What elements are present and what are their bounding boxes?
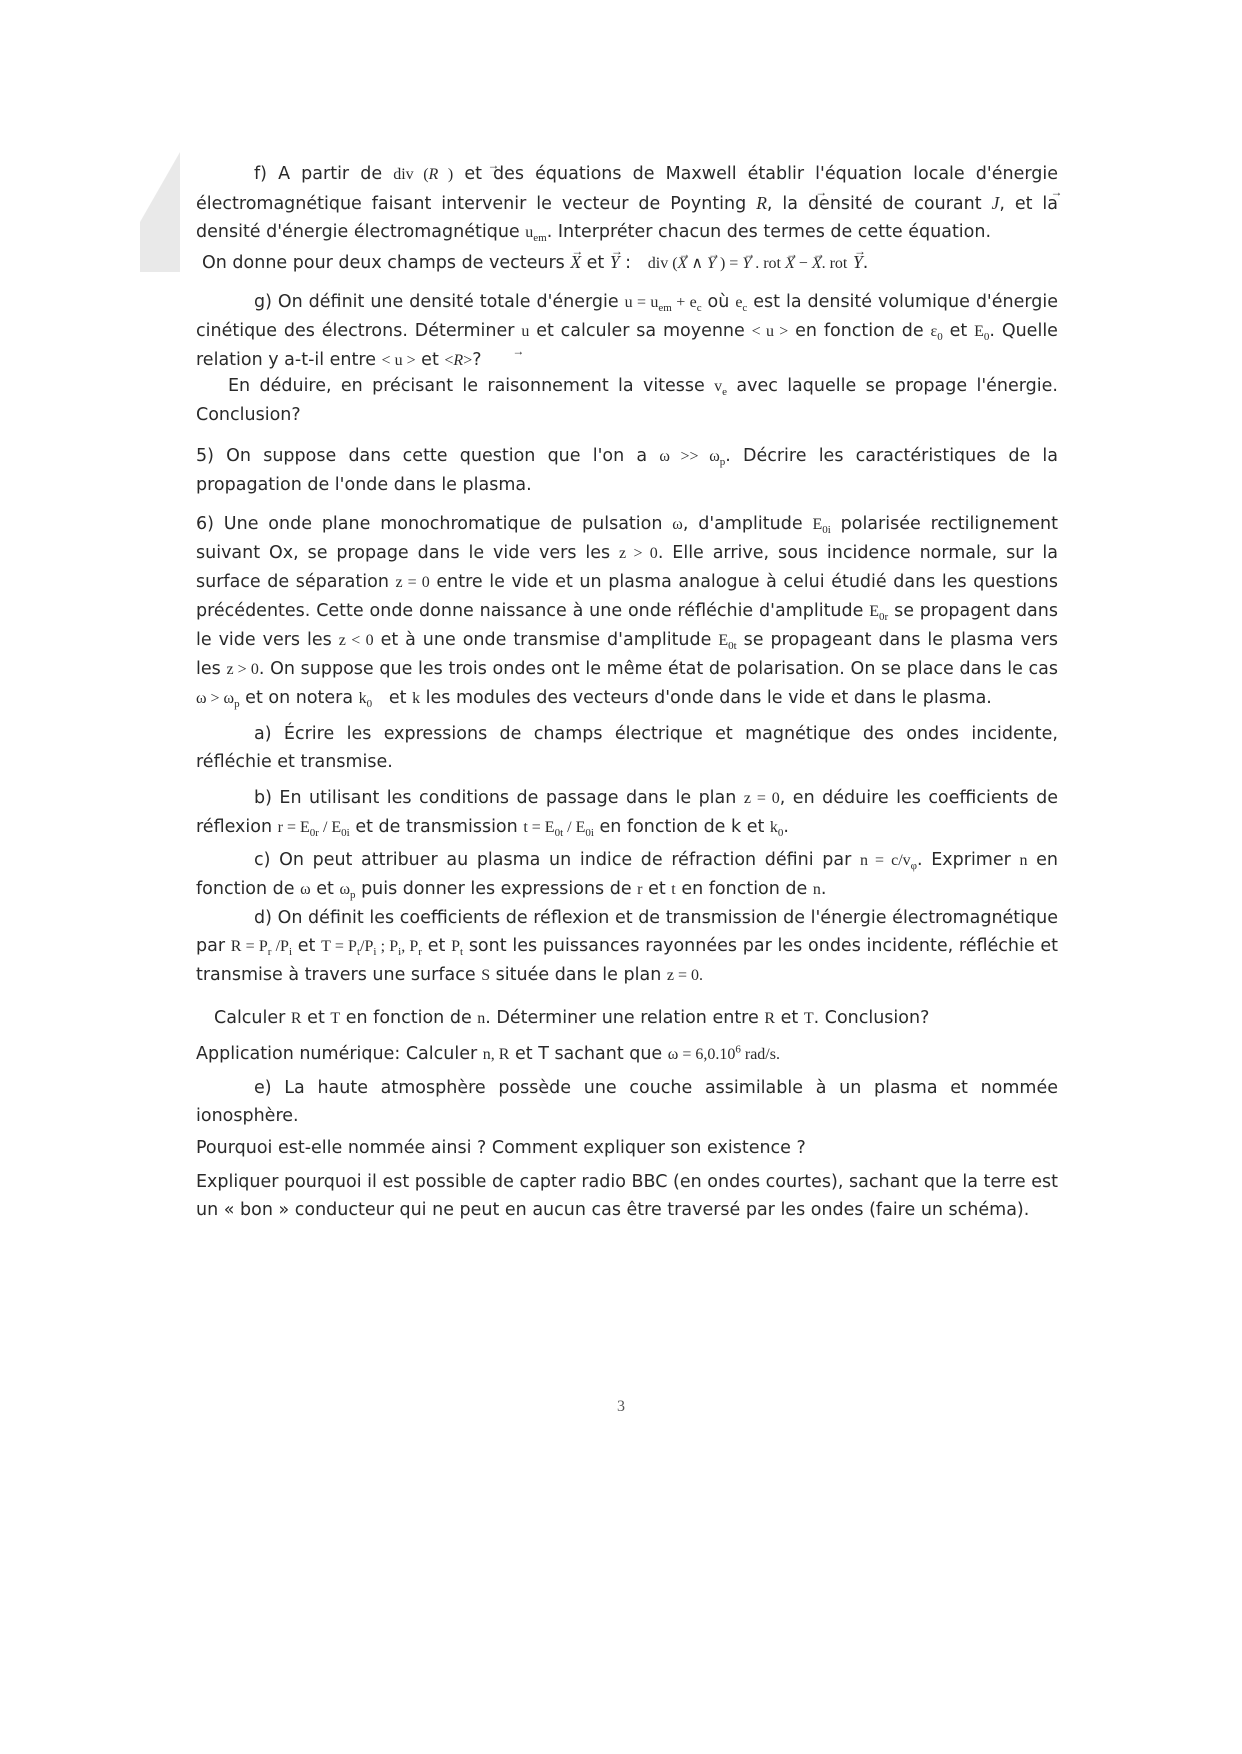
question-6b: b) En utilisant les conditions de passage dans le plan z = 0, en déduire les coefficients de réflexion $r = E_{0r} / E_{0i}$ et de transmission $t = E_{0t} / E_{0i}$ en fonction de k et $k_0$. [196,788,1058,840]
question-5: 5) On suppose dans cette question que l'on a $\omega >> \omega_p$. Décrire les caractéristiques de la propagation de l'onde dans le plasma. [196,446,1058,495]
question-f: f) A partir de div (→ R ) et des équations de Maxwell établir l'équation locale d'énergie électromagnétique faisant intervenir le vecteur de Poynting → R, la densité de courant → J, et la densité d'énergie électromagnétique $u_{em}$. Interpréter chacun des termes de cette équation. [196,160,1058,247]
page-number: 3 [617,1398,625,1415]
question-6a: a) Écrire les expressions de champs électrique et magnétique des ondes incidente, réfléchie et transmise. [196,724,1058,772]
bbc-question: Expliquer pourquoi il est possible de capter radio BBC (en ondes courtes), sachant que la terre est un « bon » conducteur qui ne peut en aucun cas être traversé par les ondes (faire un schéma). [196,1172,1058,1220]
question-g: g) On définit une densité totale d'énergie $u = u_{em} + e_c$ où $e_c$ est la densité volumique d'énergie cinétique des électrons. Déterminer u et calculer sa moyenne < u > en fonction de $\varepsilon_0$ et $E_0$. Quelle relation y a-t-il entre < u > et <→ R>? [196,288,1058,375]
question-6e: e) La haute atmosphère possède une couche assimilable à un plasma et nommée ionosphère. [196,1078,1058,1126]
given-identity: On donne pour deux champs de vecteurs → X et → Y : div (→ X ∧ → Y ) = → Y . rot → X − → X. rot → Y. [202,248,1064,278]
ionosphere-question: Pourquoi est-elle nommée ainsi ? Comment expliquer son existence ? [196,1138,806,1158]
deduce-energy-velocity: En déduire, en précisant le raisonnement la vitesse $v_e$ avec laquelle se propage l'énergie. Conclusion? [196,376,1058,425]
question-6d: d) On définit les coefficients de réflexion et de transmission de l'énergie électromagnétique par $R = P_r$ $/P_i$ et $T = P_t/P_i$ ; $P_i$, $P_r$ et $P_t$ sont les puissances rayonnées par les ondes incidente, réfléchie et transmise à travers une surface S située dans le plan z = 0. [196,908,1058,985]
numerical-application: Application numérique: Calculer n, R et T sachant que $\omega = 6,0.10^6$ rad/s. [196,1043,780,1064]
question-6c: c) On peut attribuer au plasma un indice de réfraction défini par $n = c/v_\varphi$. Exprimer n en fonction de ω et $\omega_p$ puis donner les expressions de r et t en fonction de n. [196,850,1058,902]
calculate-r-t: Calculer R et T en fonction de n. Déterminer une relation entre R et T. Conclusion? [214,1008,930,1028]
question-6: 6) Une onde plane monochromatique de pulsation ω, d'amplitude $E_{0i}$ polarisée rectilignement suivant Ox, se propage dans le vide vers les z > 0. Elle arrive, sous incidence normale, sur la surface de séparation z = 0 entre le vide et un plasma analogue à celui étudié dans les questions précédentes. Cette onde donne naissance à une onde réfléchie d'amplitude $E_{0r}$ se propagent dans le vide vers les z < 0 et à une onde transmise d'amplitude $E_{0t}$ se propageant dans le plasma vers les z > 0. On suppose que les trois ondes ont le même état de polarisation. On se place dans le cas $\omega > \omega_p$ et on notera $k_0$ et k les modules des vecteurs d'onde dans le vide et dans le plasma. [196,514,1058,711]
